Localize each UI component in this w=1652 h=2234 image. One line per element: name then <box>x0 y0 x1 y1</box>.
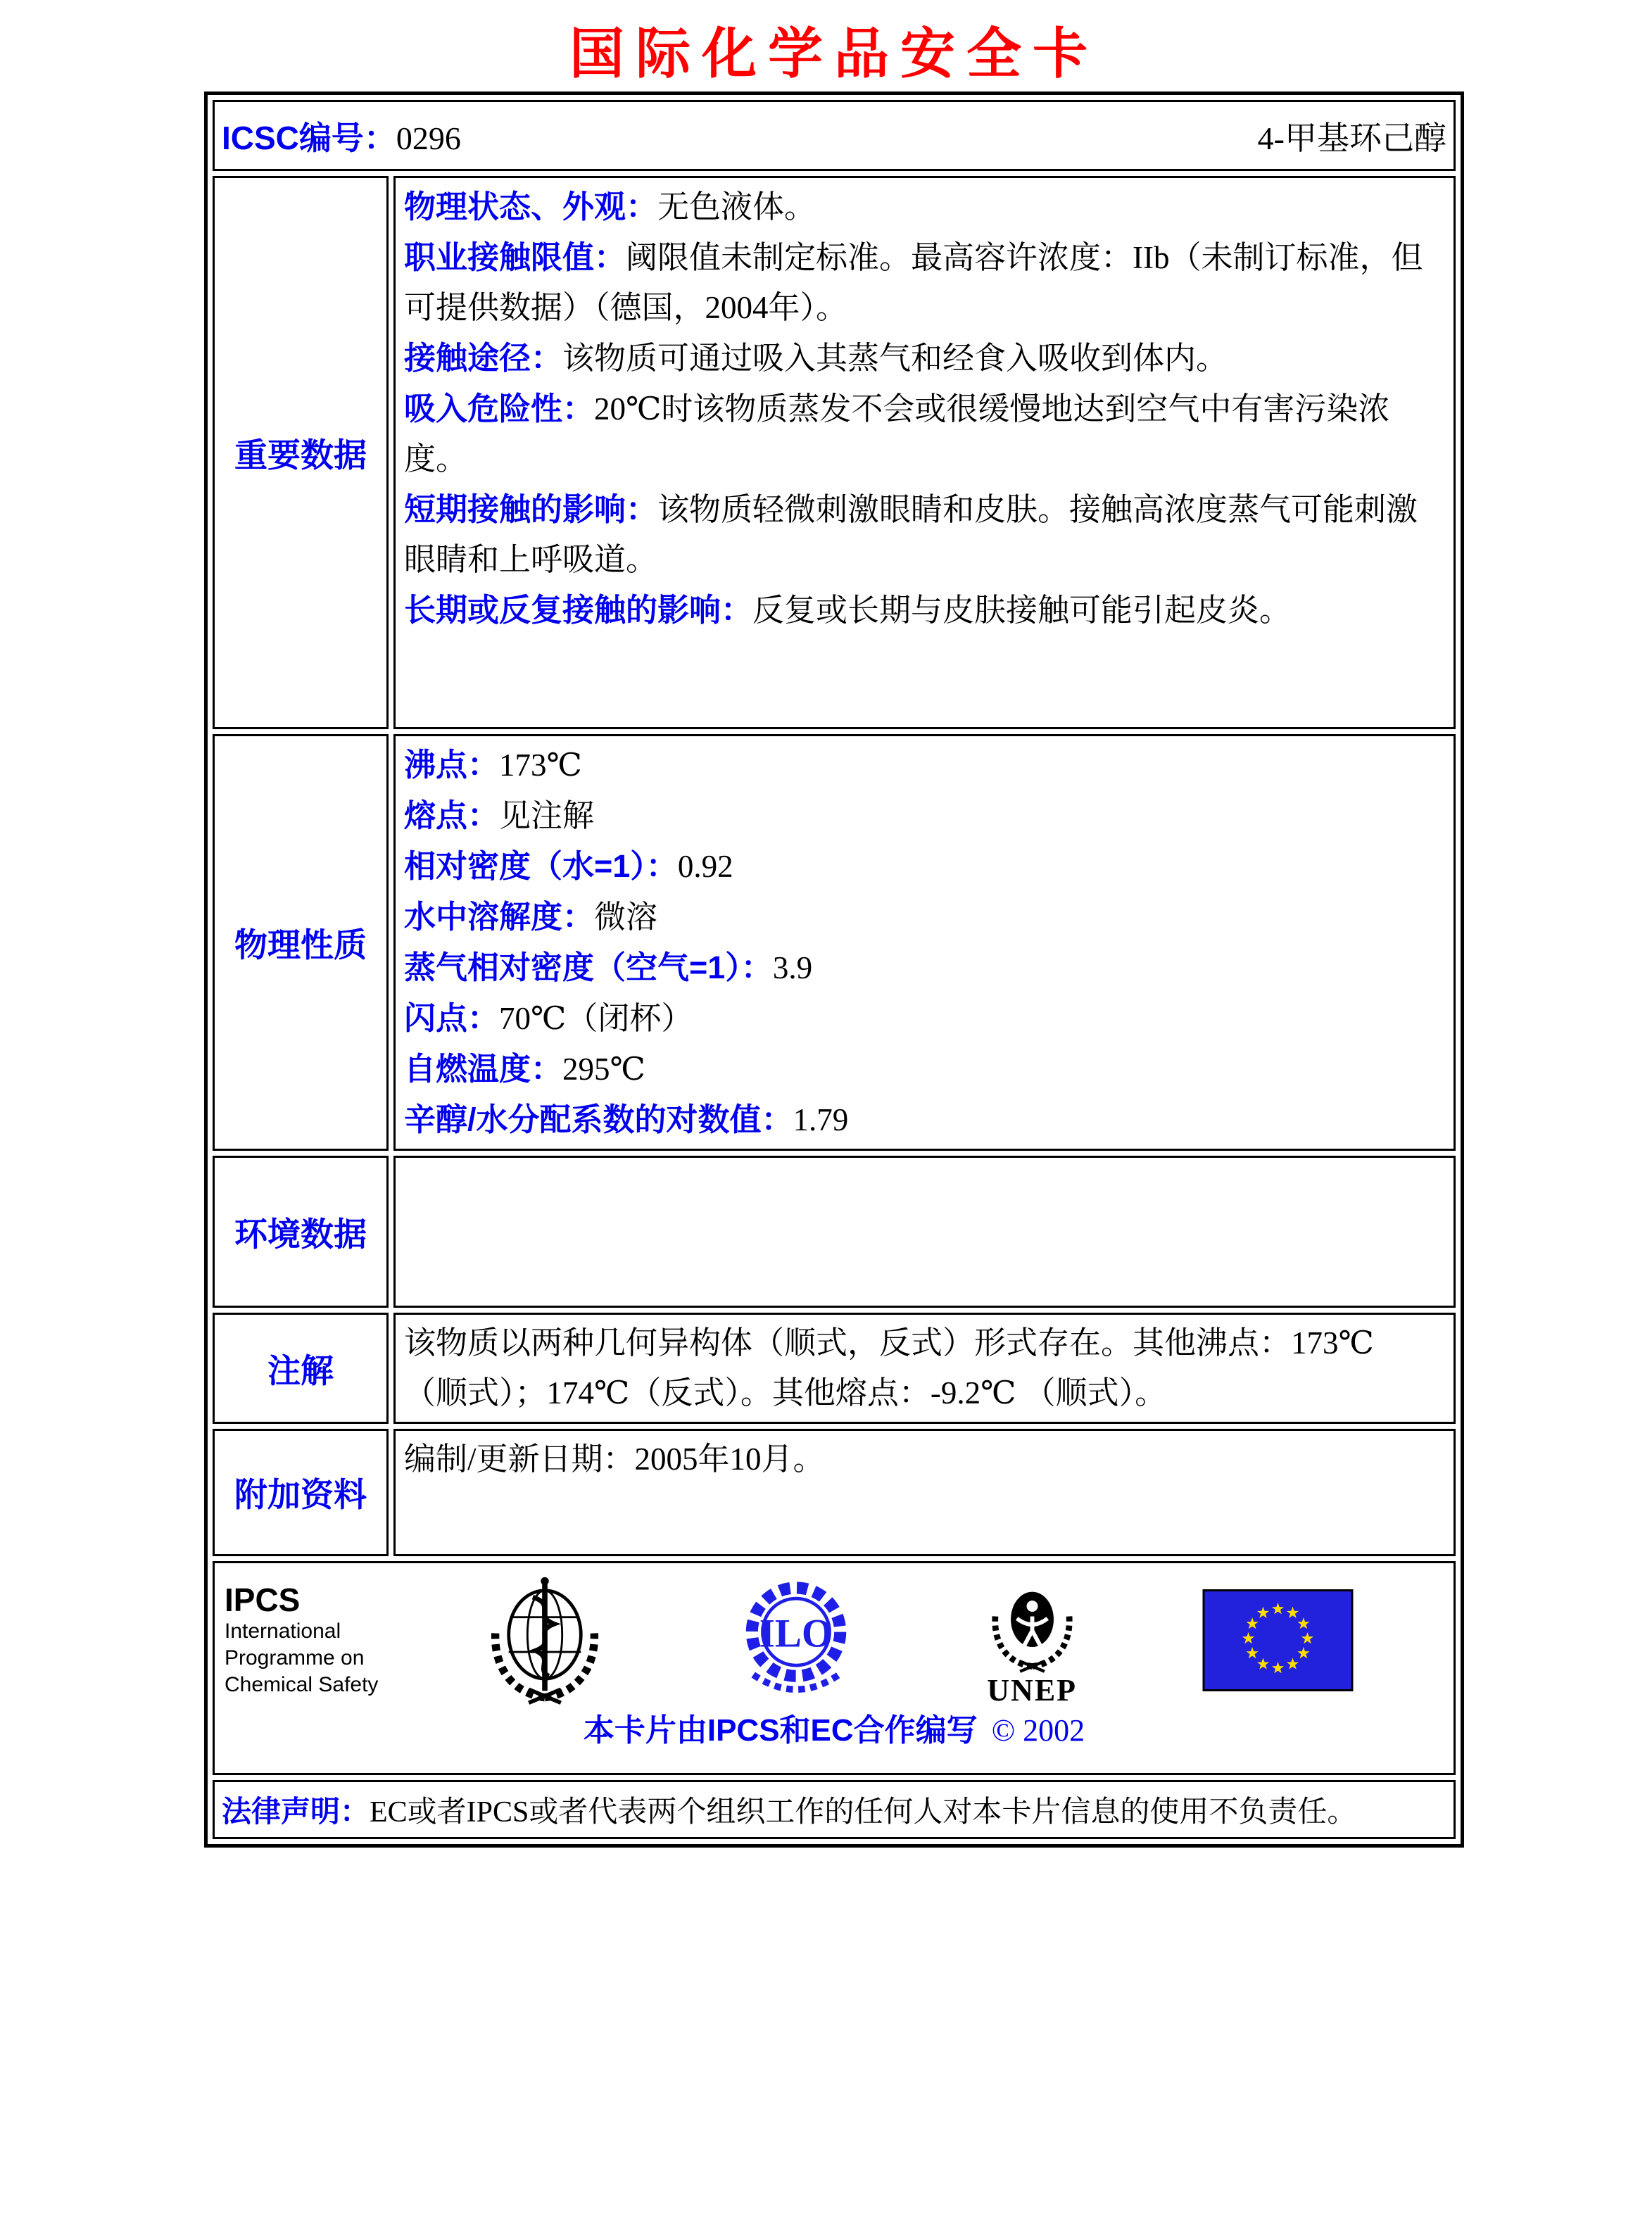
field-label: 蒸气相对密度（空气=1）： <box>404 949 773 985</box>
footer-row <box>213 1561 1456 1775</box>
field-value: 1.79 <box>793 1102 849 1137</box>
section-label-environmental-data: 环境数据 <box>213 1156 389 1308</box>
field-value: 295℃ <box>562 1052 645 1087</box>
data-line <box>404 232 1424 333</box>
legal-cell <box>213 1780 1456 1839</box>
field-value: 微溶 <box>594 900 658 935</box>
field-label: 闪点： <box>404 1000 500 1036</box>
data-line <box>404 740 1424 790</box>
data-line <box>404 1094 1424 1145</box>
eu-flag-icon <box>1201 1589 1355 1691</box>
section-label-notes: 注解 <box>213 1313 389 1424</box>
icsc-number-label: ICSC编号： <box>222 119 396 156</box>
ipcs-heading: IPCS <box>225 1581 301 1618</box>
section-label-physical-properties: 物理性质 <box>213 734 389 1151</box>
additional-info-content <box>393 1429 1456 1556</box>
field-value: 反复或长期与皮肤接触可能引起皮炎。 <box>752 593 1292 628</box>
ipcs-text-block <box>215 1582 429 1699</box>
physical-properties-content <box>393 734 1456 1151</box>
legal-row <box>213 1780 1456 1839</box>
field-value: 见注解 <box>499 798 595 833</box>
credit-year: © 2002 <box>991 1713 1085 1748</box>
ilo-logo-letters: ILO <box>759 1611 833 1656</box>
data-line <box>404 1044 1424 1094</box>
field-value: 该物质轻微刺激眼睛和皮肤。接触高浓度蒸气可能刺激眼睛和上呼吸道。 <box>404 492 1418 577</box>
ipcs-subtitle-line: Programme on <box>225 1646 365 1670</box>
section-label-important-data: 重要数据 <box>213 176 389 729</box>
credit-line <box>215 1712 1454 1749</box>
data-line <box>404 333 1424 384</box>
unep-logo-text: UNEP <box>987 1672 1078 1708</box>
who-logo-icon <box>478 1573 612 1707</box>
field-value: 173℃ <box>499 747 582 783</box>
additional-info-row <box>213 1429 1456 1556</box>
important-data-content <box>393 176 1456 729</box>
field-value: 阈限值未制定标准。最高容许浓度：IIb（未制订标准，但可提供数据）（德国，2004年）。 <box>404 240 1423 325</box>
field-label: 沸点： <box>404 747 500 783</box>
physical-properties-row <box>213 734 1456 1151</box>
card-header-row <box>213 100 1456 171</box>
data-line <box>404 484 1424 585</box>
environmental-data-row <box>213 1156 1456 1308</box>
field-label: 物理状态、外观： <box>404 189 658 225</box>
field-value: 无色液体。 <box>657 189 816 225</box>
field-label: 长期或反复接触的影响： <box>404 592 753 628</box>
credit-text: 本卡片由IPCS和EC合作编写 <box>583 1713 978 1748</box>
legal-text: EC或者IPCS或者代表两个组织工作的任何人对本卡片信息的使用不负责任。 <box>370 1796 1357 1829</box>
data-line <box>404 585 1424 636</box>
data-line <box>404 384 1424 484</box>
field-label: 熔点： <box>404 797 500 833</box>
unep-logo <box>981 1574 1083 1706</box>
field-label: 吸入危险性： <box>404 391 595 427</box>
data-line <box>404 790 1424 841</box>
card-header-cell <box>213 100 1456 171</box>
icsc-number-group <box>222 113 461 159</box>
field-label: 自燃温度： <box>404 1051 563 1087</box>
footer-logos-band <box>215 1573 1454 1707</box>
field-label: 接触途径： <box>404 340 563 376</box>
field-label: 辛醇/水分配系数的对数值： <box>404 1102 793 1137</box>
field-value: 70℃（闭杯） <box>499 1001 693 1036</box>
icsc-number-value: 0296 <box>396 120 461 156</box>
field-value: 3.9 <box>772 950 813 985</box>
data-line <box>404 841 1424 892</box>
field-label: 相对密度（水=1）： <box>404 848 678 884</box>
ipcs-subtitle-line: Chemical Safety <box>225 1673 379 1697</box>
field-label: 短期接触的影响： <box>404 491 658 527</box>
legal-label: 法律声明： <box>222 1795 370 1828</box>
field-label: 职业接触限值： <box>404 239 626 275</box>
unep-logo-icon <box>981 1574 1083 1677</box>
section-label-additional-info: 附加资料 <box>213 1429 389 1556</box>
data-line <box>404 942 1424 993</box>
field-value: 0.92 <box>677 849 733 884</box>
field-label: 水中溶解度： <box>404 899 595 935</box>
ipcs-subtitle-line: International <box>225 1620 341 1643</box>
data-line <box>404 892 1424 942</box>
footer-cell <box>213 1561 1456 1775</box>
data-line <box>404 993 1424 1044</box>
page-title: 国际化学品安全卡 <box>569 23 1099 84</box>
data-line <box>404 182 1424 232</box>
icsc-card-table <box>204 91 1464 1848</box>
field-value: 20℃时该物质蒸发不会或很缓慢地达到空气中有害污染浓度。 <box>404 391 1390 477</box>
additional-info-text: 编制/更新日期：2005年10月。 <box>404 1441 825 1477</box>
notes-content <box>393 1313 1456 1424</box>
important-data-row <box>213 176 1456 729</box>
field-value: 该物质可通过吸入其蒸气和经食入吸收到体内。 <box>562 341 1228 376</box>
chemical-name: 4-甲基环己醇 <box>1257 120 1446 156</box>
notes-text: 该物质以两种几何异构体（顺式，反式）形式存在。其他沸点：173℃（顺式）；174℃（反式）。其他熔点：-9.2℃ （顺式）。 <box>404 1325 1374 1411</box>
environmental-data-content <box>393 1156 1456 1308</box>
notes-row <box>213 1313 1456 1424</box>
logos-row <box>429 1573 1454 1707</box>
ilo-logo-icon <box>729 1573 863 1707</box>
